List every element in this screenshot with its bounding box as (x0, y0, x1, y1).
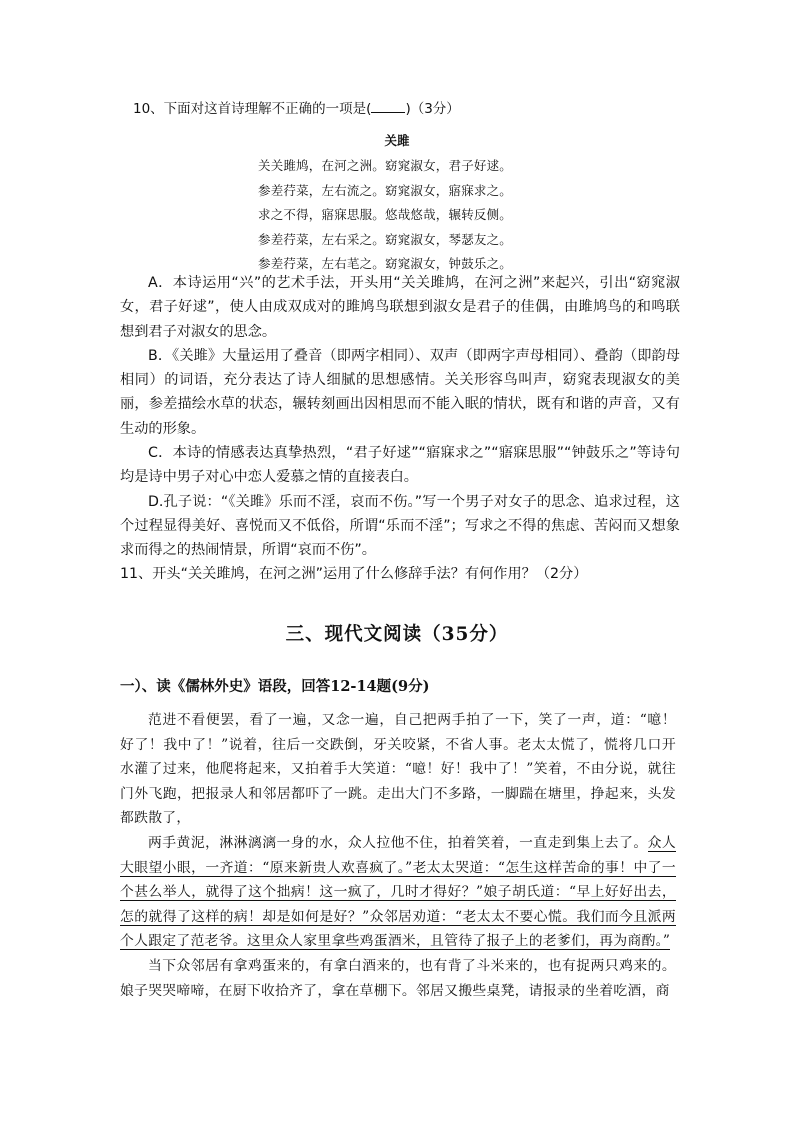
poem-line: 参差荇菜，左右芼之。窈窕淑女，钟鼓乐之。 (258, 256, 513, 271)
subsection-title: 一）、读《儒林外史》语段，回答12-14题(9分) (120, 678, 430, 695)
passage-paragraph (120, 831, 676, 954)
question-10-score: )（3分） (405, 101, 460, 117)
option-d: D.孔子说：“《关雎》乐而不淫，哀而不伤。”写一个男子对女子的思念、追求过程，这个过程显得美好、喜悦而又不低俗，所谓“乐而不淫”；写求之不得的焦虑、苦闷而又想象求而得之的热闹情景，所谓“哀而不伤”。 (120, 493, 680, 559)
poem-line: 关关雎鸠，在河之洲。窈窕淑女，君子好逑。 (258, 158, 513, 173)
poem-title: 关雎 (384, 133, 410, 148)
poem-body (258, 154, 512, 277)
question-10-text: 10、下面对这首诗理解不正确的一项是( (133, 101, 372, 117)
underlined-passage: 众人大眼望小眼，一齐道：“原来新贵人欢喜疯了。”老太太哭道：“怎生这样苦命的事！中了一个甚么举人，就得了这个拙病！这一疯了，几时才得好？”娘子胡氏道：“早上好好出去，怎的就得了这样的病！却是如何是好？”众邻居劝道：“老太太不要心慌。我们而今且派两个人跟定了范老爷。这里众人家里拿些鸡蛋酒米，且管待了报子上的老爹们，再为商酌。” (120, 834, 676, 950)
question-10 (133, 97, 460, 117)
option-a: A．本诗运用“兴”的艺术手法，开头用“关关雎鸠，在河之洲”来起兴，引出“窈窕淑女，君子好逑”，使人由成双成对的雎鸠鸟联想到淑女是君子的佳偶，由雎鸠鸟的和鸣联想到君子对淑女的思念。 (120, 275, 680, 340)
question-11: 11、开头“关关雎鸠，在河之洲”运用了什么修辞手法？有何作用？（2分） (120, 566, 588, 582)
poem-line: 参差荇菜，左右流之。窈窕淑女，寤寐求之。 (258, 182, 513, 198)
passage-text: 两手黄泥，淋淋漓漓一身的水，众人拉他不住，拍着笑着，一直走到集上去了。 (148, 834, 648, 851)
option-c: C．本诗的情感表达真挚热烈，“君子好逑”“寤寐求之”“寤寐思服”“钟鼓乐之”等诗句均是诗中男子对心中恋人爱慕之情的直接表白。 (120, 445, 680, 486)
passage-paragraph: 范进不看便罢，看了一遍，又念一遍，自己把两手拍了一下，笑了一声，道：“噫！好了！我中了！”说着，往后一交跌倒，牙关咬紧，不省人事。老太太慌了，慌将几口开水灌了过来，他爬将起来，又拍着手大笑道：“噫！好！我中了！”笑着，不由分说，就往门外飞跑，把报录人和邻居都吓了一跳。走出大门不多路，一脚踹在塘里，挣起来，头发都跌散了， (120, 712, 676, 827)
option-b: B．《关雎》大量运用了叠音（即两字相同）、双声（即两字声母相同）、叠韵（即韵母相同）的词语，充分表达了诗人细腻的思想感情。关关形容鸟叫声，窈窕表现淑女的美丽，参差描绘水草的状态，辗转刻画出因相思而不能入眠的情状，既有和谐的声音，又有生动的形象。 (120, 347, 680, 437)
section-title: 三、现代文阅读（35分） (285, 624, 509, 645)
answer-options (120, 271, 680, 563)
poem-line: 参差荇菜，左右采之。窈窕淑女，琴瑟友之。 (258, 231, 513, 247)
answer-blank[interactable] (371, 100, 405, 113)
reading-passage (120, 708, 676, 1003)
poem-line: 求之不得，寤寐思服。悠哉悠哉，辗转反侧。 (258, 207, 513, 222)
passage-paragraph: 当下众邻居有拿鸡蛋来的，有拿白酒来的，也有背了斗米来的，也有捉两只鸡来的。娘子哭哭啼啼，在厨下收拾齐了，拿在草棚下。邻居又搬些桌凳，请报录的坐着吃酒，商 (120, 957, 676, 999)
